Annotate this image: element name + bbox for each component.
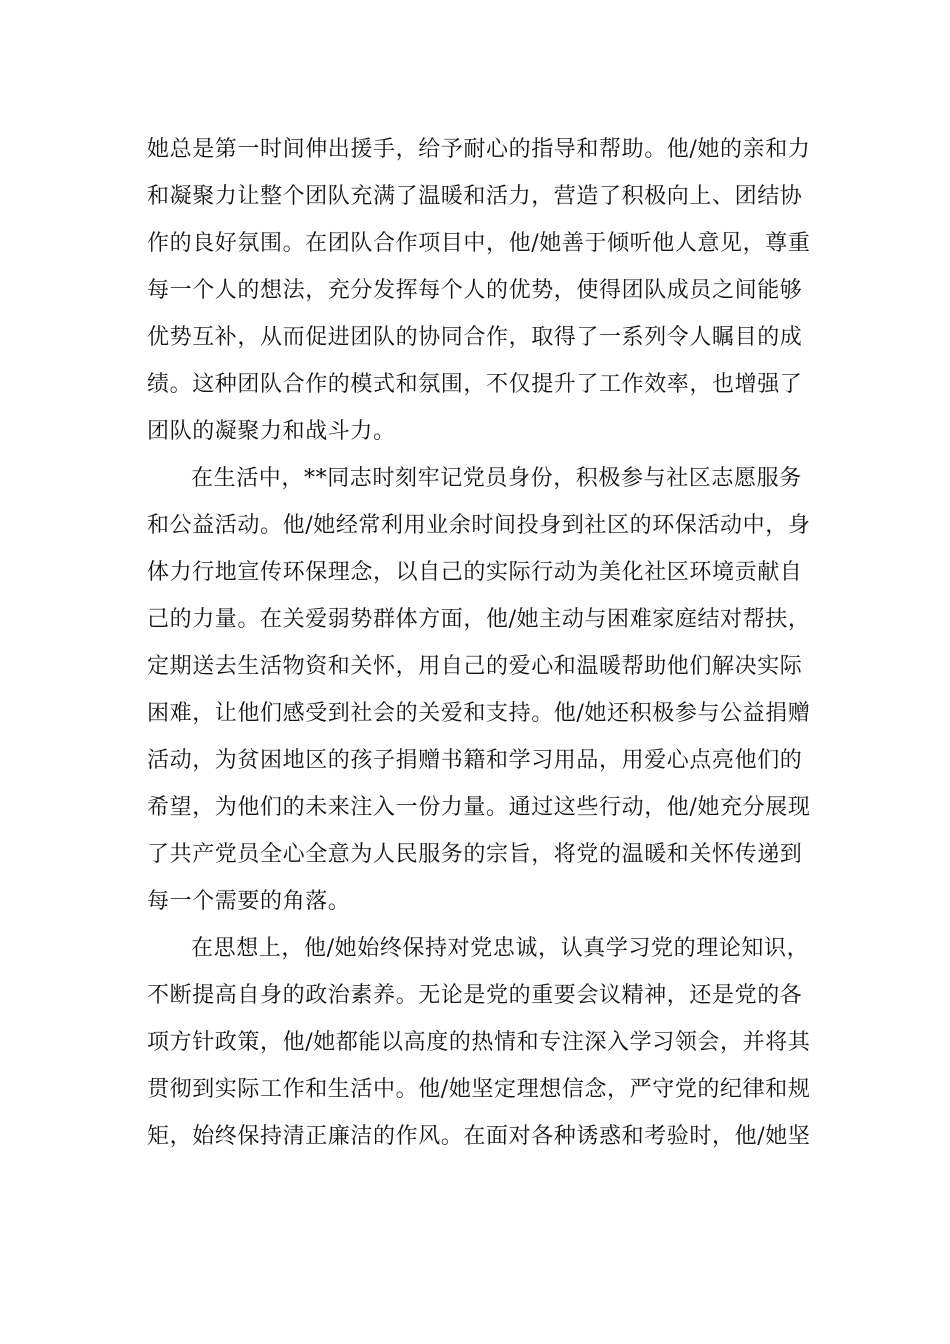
text-line: 团队的凝聚力和战斗力。 [147, 419, 396, 444]
text-line: 项方针政策，他/她都能以高度的热情和专注深入学习领会，并将其 [147, 1030, 811, 1055]
text-line: 优势互补，从而促进团队的协同合作，取得了一系列令人瞩目的成 [147, 325, 803, 350]
text-line: 不断提高自身的政治素养。无论是党的重要会议精神，还是党的各 [147, 983, 803, 1008]
document-body [147, 126, 811, 1160]
paragraph-start-line: 在生活中，**同志时刻牢记党员身份，积极参与社区志愿服务 [191, 466, 802, 491]
text-line: 贯彻到实际工作和生活中。他/她坚定理想信念，严守党的纪律和规 [147, 1077, 811, 1102]
text-line: 希望，为他们的未来注入一份力量。通过这些行动，他/她充分展现 [147, 795, 811, 820]
paragraph-start-line: 在思想上，他/她始终保持对党忠诚，认真学习党的理论知识， [191, 936, 810, 961]
text-line: 己的力量。在关爱弱势群体方面，他/她主动与困难家庭结对帮扶， [147, 607, 811, 632]
text-line: 困难，让他们感受到社会的关爱和支持。他/她还积极参与公益捐赠 [147, 701, 811, 726]
text-line: 绩。这种团队合作的模式和氛围，不仅提升了工作效率，也增强了 [147, 372, 803, 397]
text-line: 定期送去生活物资和关怀，用自己的爱心和温暖帮助他们解决实际 [147, 654, 803, 679]
text-line: 活动，为贫困地区的孩子捐赠书籍和学习用品，用爱心点亮他们的 [147, 748, 803, 773]
text-line: 每一个人的想法，充分发挥每个人的优势，使得团队成员之间能够 [147, 278, 803, 303]
text-line: 和凝聚力让整个团队充满了温暖和活力，营造了积极向上、团结协 [147, 184, 803, 209]
text-line: 了共产党员全心全意为人民服务的宗旨，将党的温暖和关怀传递到 [147, 842, 803, 867]
text-line: 每一个需要的角落。 [147, 889, 351, 914]
text-line: 她总是第一时间伸出援手，给予耐心的指导和帮助。他/她的亲和力 [147, 137, 811, 162]
text-line: 矩，始终保持清正廉洁的作风。在面对各种诱惑和考验时，他/她坚 [147, 1124, 811, 1149]
text-line: 作的良好氛围。在团队合作项目中，他/她善于倾听他人意见，尊重 [147, 231, 811, 256]
text-line: 体力行地宣传环保理念，以自己的实际行动为美化社区环境贡献自 [147, 560, 803, 585]
text-line: 和公益活动。他/她经常利用业余时间投身到社区的环保活动中，身 [147, 513, 811, 538]
